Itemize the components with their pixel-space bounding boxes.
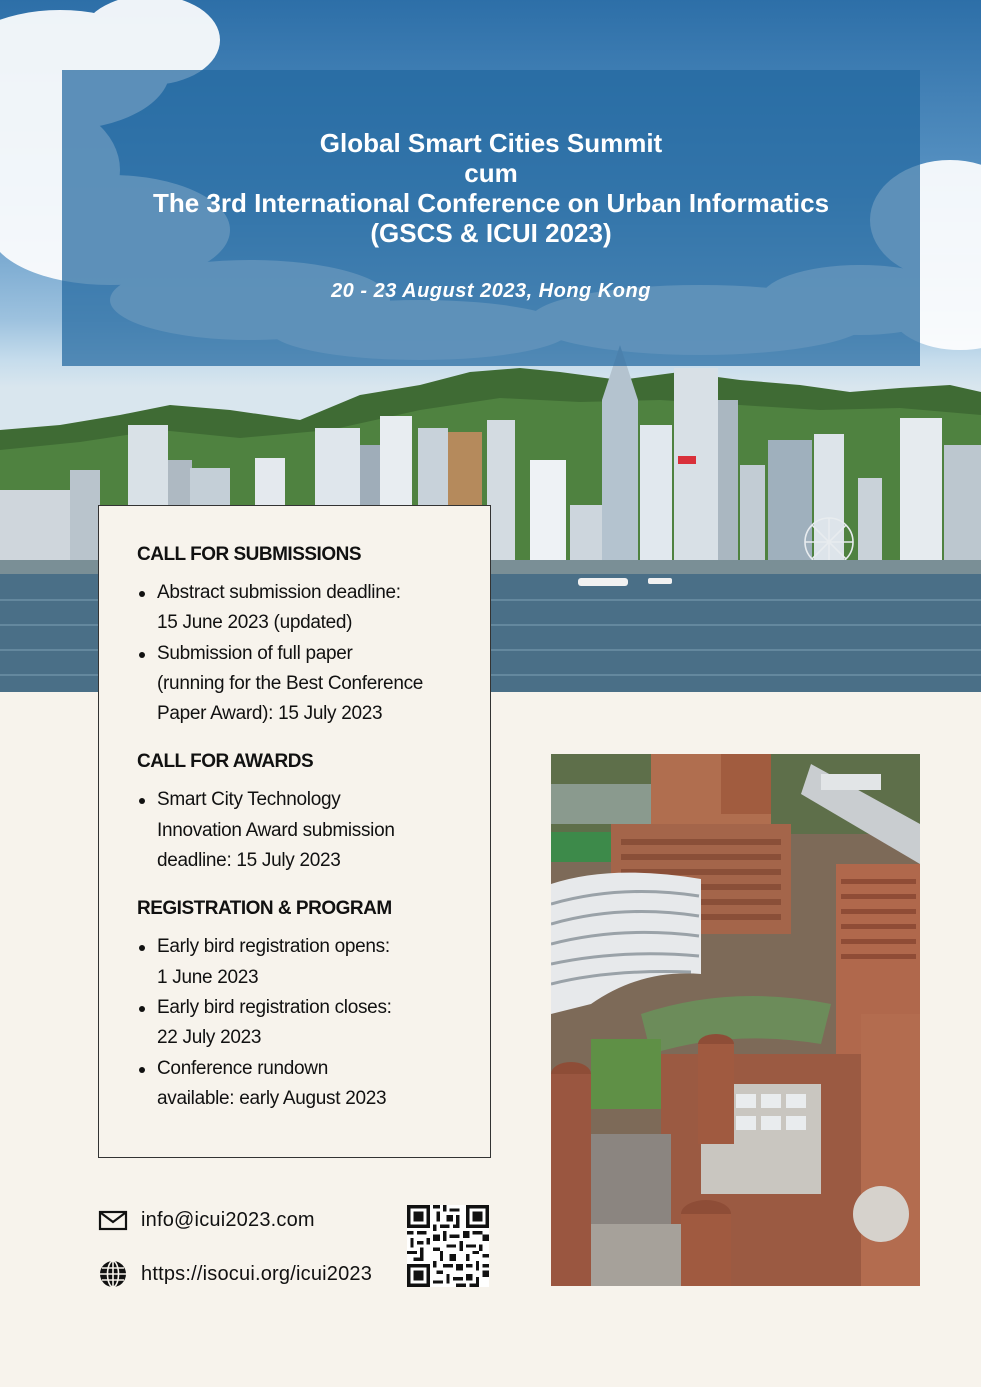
item-line: Early bird registration closes:	[157, 996, 392, 1018]
title-line: Global Smart Cities Summit	[319, 128, 663, 158]
list-item	[137, 993, 468, 1054]
section-call-for-awards	[137, 751, 468, 876]
item-line: Early bird registration opens:	[157, 936, 390, 958]
item-line: (running for the Best Conference	[157, 672, 424, 694]
email-contact[interactable]	[98, 1205, 315, 1235]
item-line: Innovation Award submission	[157, 819, 395, 841]
list-item	[137, 639, 468, 730]
list-item	[137, 785, 468, 876]
title-line: (GSCS & ICUI 2023)	[370, 218, 612, 248]
section-heading: CALL FOR SUBMISSIONS	[137, 544, 361, 565]
title-line: The 3rd International Conference on Urban Informatics	[152, 188, 830, 218]
section-registration-program	[137, 898, 468, 1114]
list-item	[137, 578, 468, 639]
campus-aerial-image	[551, 754, 920, 1286]
item-line: Smart City Technology	[157, 789, 341, 811]
campus-aerial-illustration	[551, 754, 920, 1286]
conference-dates: 20 - 23 August 2023, Hong Kong	[331, 280, 651, 302]
section-heading: CALL FOR AWARDS	[137, 751, 314, 773]
section-call-for-submissions	[137, 544, 468, 729]
item-line: 15 June 2023 (updated)	[157, 612, 353, 634]
title-line: cum	[464, 158, 518, 188]
info-card	[98, 505, 491, 1158]
item-line: Paper Award): 15 July 2023	[157, 703, 383, 725]
website-link[interactable]: https://isocui.org/icui2023	[141, 1262, 373, 1285]
item-line: Submission of full paper	[157, 642, 353, 664]
globe-icon	[98, 1259, 128, 1289]
qr-code-icon[interactable]	[407, 1205, 489, 1287]
section-heading: REGISTRATION & PROGRAM	[137, 898, 392, 920]
item-line: Abstract submission deadline:	[157, 582, 401, 603]
list-item	[137, 932, 468, 993]
item-line: 1 June 2023	[157, 966, 259, 988]
website-contact[interactable]	[98, 1259, 372, 1289]
envelope-icon	[98, 1205, 128, 1235]
item-line: Conference rundown	[157, 1057, 328, 1079]
title-panel	[62, 70, 920, 366]
item-line: available: early August 2023	[157, 1087, 387, 1109]
item-line: 22 July 2023	[157, 1027, 262, 1049]
conference-title	[62, 128, 920, 248]
item-line: deadline: 15 July 2023	[157, 850, 341, 872]
email-link[interactable]: info@icui2023.com	[141, 1208, 315, 1231]
list-item	[137, 1054, 468, 1115]
